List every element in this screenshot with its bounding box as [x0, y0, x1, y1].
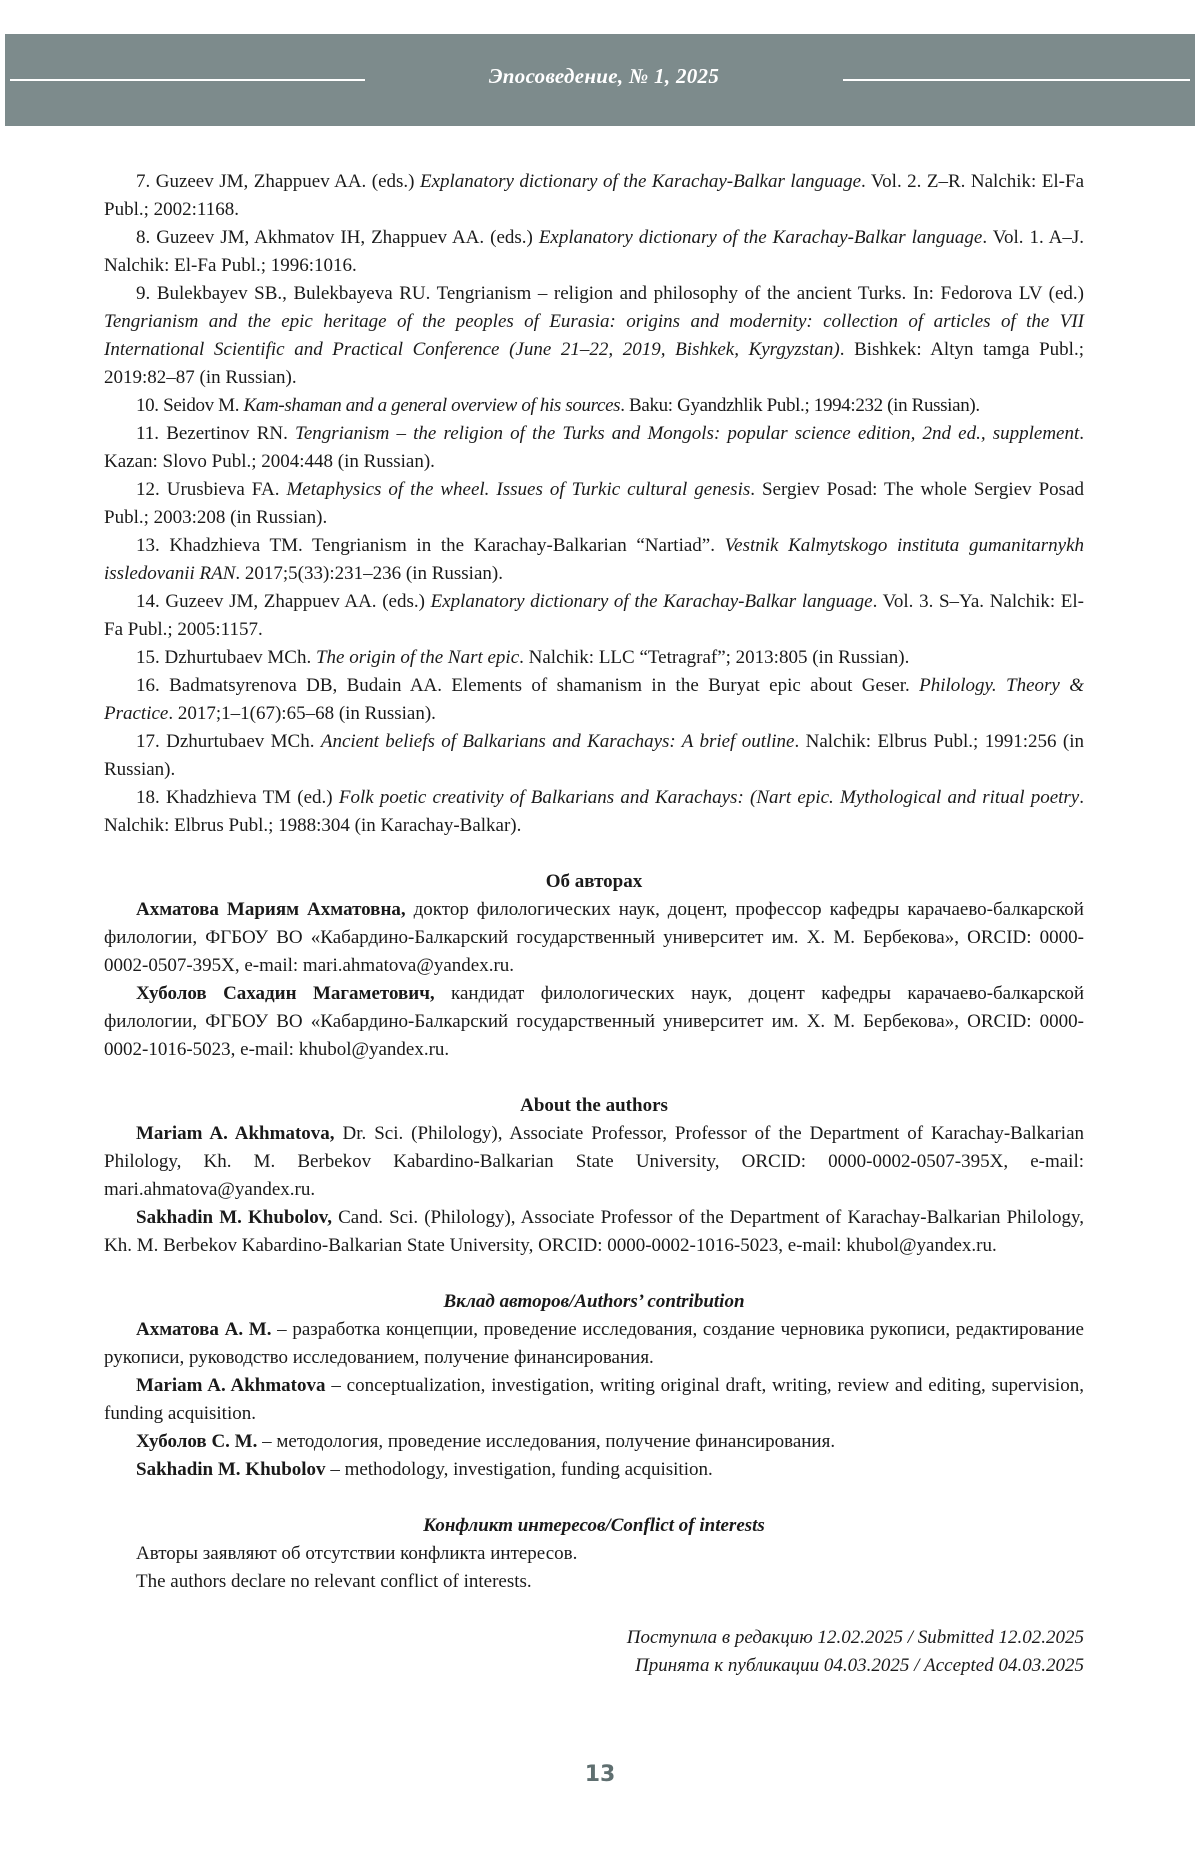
reference-item: 8. Guzeev JM, Akhmatov IH, Zhappuev AA. (eds.) Explanatory dictionary of the Karachay-Balkar language. Vol. 1. A–J. Nalchik: El-Fa Publ.; 1996:1016. — [104, 227, 1085, 276]
author-bio-en: Mariam A. Akhmatova, Dr. Sci. (Philology), Associate Professor, Professor of the Department of Karachay-Balkarian Philology, Kh. M. Berbekov Kabardino-Balkarian State University, ORCID: 0000-0002-0507-395X, e-mail: mari.ahmatova@yandex.ru. — [104, 1123, 1085, 1200]
about-authors-en-heading: About the authors — [520, 1095, 668, 1116]
contribution-heading: Вклад авторов/Authors’ contribution — [443, 1291, 745, 1312]
reference-item: 11. Bezertinov RN. Tengrianism – the religion of the Turks and Mongols: popular science edition, 2nd ed., supplement. Kazan: Slovo Publ.; 2004:448 (in Russian). — [104, 423, 1085, 472]
header-rule-left — [10, 79, 365, 81]
conflict-statement-ru: Авторы заявляют об отсутствии конфликта интересов. — [136, 1543, 578, 1564]
author-bio-ru: Ахматова Мариям Ахматовна, доктор филологических наук, доцент, профессор кафедры карачаево-балкарской филологии, ФГБОУ ВО «Кабардино-Балкарский государственный университет им. Х. М. Бербекова», ORCID: 0000-0002-0507-395X, e-mail: mari.ahmatova@yandex.ru. — [104, 899, 1084, 976]
page-content — [104, 168, 1084, 1680]
submitted-date: Поступила в редакцию 12.02.2025 / Submitted 12.02.2025 — [626, 1627, 1084, 1648]
contribution-item: Mariam A. Akhmatova – conceptualization, investigation, writing original draft, writing, review and editing, supervision, funding acquisition. — [104, 1375, 1084, 1424]
journal-title: Эпосоведение, № 1, 2025 — [488, 64, 720, 88]
author-bio-en: Sakhadin M. Khubolov, Cand. Sci. (Philology), Associate Professor of the Department of Karachay-Balkarian Philology, Kh. M. Berbekov Kabardino-Balkarian State University, ORCID: 0000-0002-1016-5023, e-mail: khubol@yandex.ru. — [104, 1207, 1084, 1256]
contribution-item: Sakhadin M. Khubolov – methodology, investigation, funding acquisition. — [136, 1459, 713, 1480]
reference-item: 17. Dzhurtubaev MCh. Ancient beliefs of Balkarians and Karachays: A brief outline. Nalchik: Elbrus Publ.; 1991:256 (in Russian). — [104, 731, 1084, 780]
author-bio-ru: Хуболов Сахадин Магаметович, кандидат филологических наук, доцент кафедры карачаево-балкарской филологии, ФГБОУ ВО «Кабардино-Балкарский государственный университет им. Х. М. Бербекова», ORCID: 0000-0002-1016-5023, e-mail: khubol@yandex.ru. — [104, 983, 1085, 1060]
journal-header — [5, 34, 1195, 126]
contribution-item: Хуболов С. М. – методология, проведение исследования, получение финансирования. — [136, 1431, 836, 1452]
page-number: 13 — [584, 1762, 616, 1787]
conflict-heading: Конфликт интересов/Conflict of interests — [423, 1515, 765, 1536]
contribution-item: Ахматова А. М. – разработка концепции, проведение исследования, создание черновика рукописи, редактирование рукописи, руководство исследованием, получение финансирования. — [104, 1319, 1084, 1368]
about-authors-ru-heading: Об авторах — [545, 871, 643, 892]
reference-item: 10. Seidov M. Kam-shaman and a general overview of his sources. Baku: Gyandzhlik Publ.; 1994:232 (in Russian). — [136, 395, 980, 416]
accepted-date: Принята к публикации 04.03.2025 / Accepted 04.03.2025 — [635, 1655, 1084, 1676]
reference-item: 18. Khadzhieva TM (ed.) Folk poetic creativity of Balkarians and Karachays: (Nart epic. Mythological and ritual poetry. Nalchik: Elbrus Publ.; 1988:304 (in Karachay-Balkar). — [104, 787, 1084, 836]
article-dates — [104, 1624, 1084, 1680]
conflict-statement-en: The authors declare no relevant conflict of interests. — [136, 1571, 532, 1592]
reference-item: 13. Khadzhieva TM. Tengrianism in the Karachay-Balkarian “Nartiad”. Vestnik Kalmytskogo instituta gumanitarnykh issledovanii RAN. 2017;5(33):231–236 (in Russian). — [104, 535, 1085, 584]
reference-item: 15. Dzhurtubaev MCh. The origin of the Nart epic. Nalchik: LLC “Tetragraf”; 2013:805 (in Russian). — [136, 647, 910, 668]
reference-item: 14. Guzeev JM, Zhappuev AA. (eds.) Explanatory dictionary of the Karachay-Balkar language. Vol. 3. S–Ya. Nalchik: El-Fa Publ.; 2005:1157. — [104, 591, 1084, 640]
reference-item: 16. Badmatsyrenova DB, Budain AA. Elements of shamanism in the Buryat epic about Geser. Philology. Theory & Practice. 2017;1–1(67):65–68 (in Russian). — [104, 675, 1084, 724]
reference-item: 7. Guzeev JM, Zhappuev AA. (eds.) Explanatory dictionary of the Karachay-Balkar language. Vol. 2. Z–R. Nalchik: El-Fa Publ.; 2002:1168. — [104, 171, 1085, 220]
header-rule-right — [843, 79, 1190, 81]
reference-item: 12. Urusbieva FA. Metaphysics of the wheel. Issues of Turkic cultural genesis. Sergiev Posad: The whole Sergiev Posad Publ.; 2003:208 (in Russian). — [104, 479, 1085, 528]
reference-list — [104, 168, 1084, 840]
reference-item: 9. Bulekbayev SB., Bulekbayeva RU. Tengrianism – religion and philosophy of the ancient Turks. In: Fedorova LV (ed.) Tengrianism and the epic heritage of the peoples of Eurasia: origins and modernity: collection of articles of the VII International Scientific and Practical Conference (June 21–22, 2019, Bishkek, Kyrgyzstan). Bishkek: Altyn tamga Publ.; 2019:82–87 (in Russian). — [104, 283, 1084, 388]
